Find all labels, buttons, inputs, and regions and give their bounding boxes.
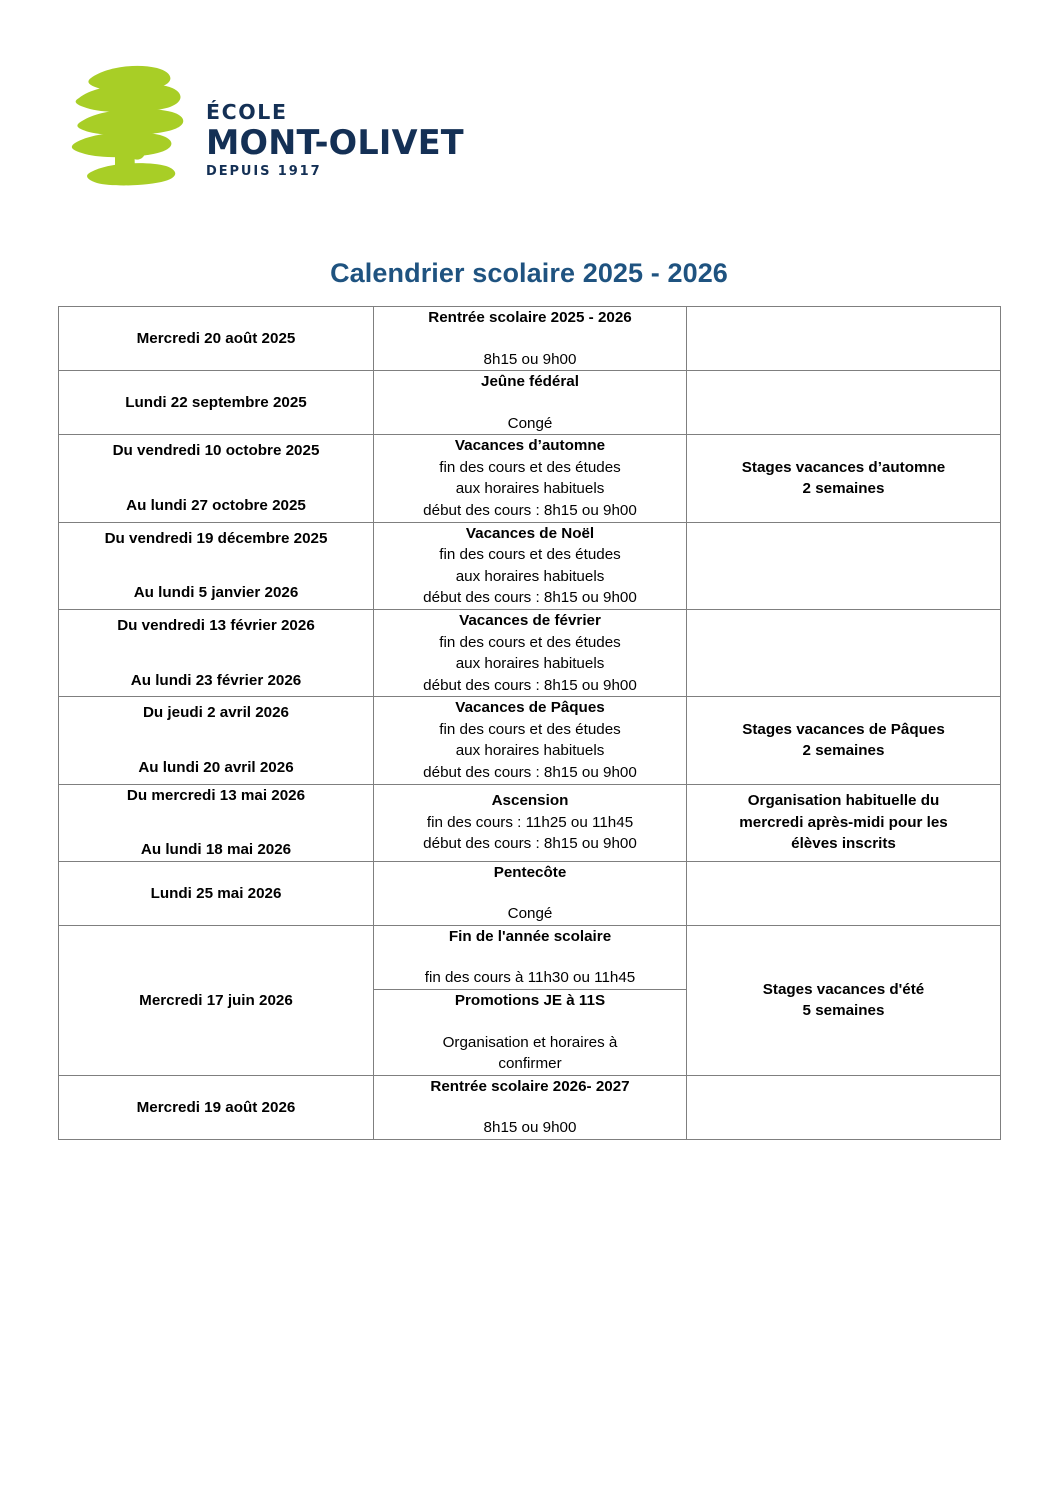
table-row	[59, 784, 1001, 861]
event-title: Vacances de Noël	[465, 524, 595, 542]
event-detail-line: 8h15 ou 9h00	[483, 350, 577, 368]
event-detail-line: début des cours : 8h15 ou 9h00	[423, 502, 637, 520]
event-title: Vacances de février	[459, 611, 601, 629]
date-cell	[59, 609, 374, 696]
date-line: Au lundi 18 mai 2026	[140, 841, 292, 859]
event-detail-line: fin des cours et des études	[439, 720, 621, 738]
page-title: Calendrier scolaire 2025 - 2026	[330, 258, 728, 288]
date-line: Mercredi 17 juin 2026	[139, 991, 293, 1009]
event-detail-line: aux horaires habituels	[455, 480, 605, 498]
event-detail-line: début des cours : 8h15 ou 9h00	[423, 835, 637, 853]
table-row	[59, 371, 1001, 435]
stage-line: Stages vacances de Pâques	[742, 720, 945, 738]
table-row	[59, 1075, 1001, 1139]
event-detail-line: 8h15 ou 9h00	[483, 1119, 577, 1137]
stage-cell	[687, 307, 1001, 371]
event-title: Rentrée scolaire 2025 - 2026	[428, 309, 632, 326]
table-row	[59, 861, 1001, 925]
event-detail-line: début des cours : 8h15 ou 9h00	[423, 676, 637, 694]
date-cell	[59, 522, 374, 609]
event-detail-line: fin des cours et des études	[439, 633, 621, 651]
june-sub-cell	[374, 990, 686, 1075]
info-gap	[374, 393, 686, 413]
date-line: Mercredi 20 août 2025	[136, 329, 296, 347]
june-subrow	[374, 926, 686, 990]
school-calendar-table	[58, 306, 1001, 1140]
date-line: Du mercredi 13 mai 2026	[126, 786, 306, 804]
event-cell	[374, 307, 687, 371]
table-row-june	[59, 925, 1001, 1075]
stage-line: Stages vacances d'été	[762, 980, 925, 998]
table-row	[59, 307, 1001, 371]
date-gap	[59, 637, 373, 670]
stage-line: 2 semaines	[802, 480, 885, 498]
stage-line: mercredi après-midi pour les	[739, 813, 948, 831]
info-gap	[374, 883, 686, 903]
logo-line-ecole: ÉCOLE	[206, 100, 288, 124]
event-cell-split	[374, 925, 687, 1075]
event-detail-line: aux horaires habituels	[455, 655, 605, 673]
event-detail-line: fin des cours à 11h30 ou 11h45	[424, 969, 636, 987]
event-title: Ascension	[491, 792, 569, 810]
date-line: Du vendredi 19 décembre 2025	[104, 529, 328, 547]
school-logo	[58, 50, 478, 205]
event-title: Promotions JE à 11S	[454, 992, 606, 1010]
date-gap	[59, 549, 373, 582]
event-detail-line: confirmer	[498, 1055, 562, 1073]
table-row	[59, 435, 1001, 522]
stage-line: 5 semaines	[802, 1002, 885, 1020]
info-gap	[374, 1012, 686, 1032]
event-title: Vacances de Pâques	[455, 699, 605, 717]
stage-cell	[687, 697, 1001, 784]
table-row	[59, 522, 1001, 609]
table-row	[59, 609, 1001, 696]
stage-cell	[687, 522, 1001, 609]
event-detail-line: fin des cours et des études	[439, 546, 621, 564]
table-row	[59, 697, 1001, 784]
date-line: Du vendredi 10 octobre 2025	[112, 442, 320, 460]
event-detail-line: Organisation et horaires à	[442, 1033, 618, 1051]
event-title: Vacances d’automne	[454, 437, 606, 455]
stage-cell	[687, 371, 1001, 435]
june-sub-cell	[374, 926, 686, 990]
date-line: Mercredi 19 août 2026	[136, 1098, 296, 1116]
info-gap	[374, 1097, 686, 1117]
date-gap	[59, 806, 373, 839]
date-cell	[59, 1075, 374, 1139]
stage-line: 2 semaines	[802, 742, 885, 760]
stage-cell	[687, 925, 1001, 1075]
event-detail-line: fin des cours : 11h25 ou 11h45	[426, 813, 634, 831]
event-detail-line: début des cours : 8h15 ou 9h00	[423, 763, 637, 781]
date-cell	[59, 925, 374, 1075]
date-line: Lundi 22 septembre 2025	[125, 393, 307, 411]
date-line: Au lundi 27 octobre 2025	[126, 496, 306, 514]
event-detail-line: Congé	[507, 414, 553, 432]
info-gap	[374, 329, 686, 349]
date-line: Au lundi 23 février 2026	[130, 671, 302, 689]
date-gap	[59, 462, 373, 495]
event-cell	[374, 371, 687, 435]
info-gap	[374, 947, 686, 967]
date-cell	[59, 861, 374, 925]
stage-cell	[687, 435, 1001, 522]
event-cell	[374, 522, 687, 609]
date-cell	[59, 697, 374, 784]
stage-line: élèves inscrits	[791, 835, 896, 853]
event-detail-line: début des cours : 8h15 ou 9h00	[423, 589, 637, 607]
event-cell	[374, 435, 687, 522]
logo-line-mont-olivet: MONT-OLIVET	[206, 122, 464, 162]
event-title: Jeûne fédéral	[481, 373, 579, 391]
event-title: Fin de l'année scolaire	[448, 927, 612, 945]
tree-brushstroke-icon	[62, 50, 192, 200]
stage-cell	[687, 1075, 1001, 1139]
event-title: Pentecôte	[493, 863, 567, 881]
date-line: Au lundi 5 janvier 2026	[133, 584, 299, 602]
event-cell	[374, 784, 687, 861]
event-detail-line: Congé	[507, 905, 553, 923]
stage-line: Organisation habituelle du	[747, 792, 940, 810]
date-line: Au lundi 20 avril 2026	[138, 758, 294, 776]
stage-cell	[687, 861, 1001, 925]
date-line: Lundi 25 mai 2026	[150, 884, 282, 902]
event-cell	[374, 697, 687, 784]
date-cell	[59, 784, 374, 861]
logo-line-depuis: DEPUIS 1917	[206, 163, 322, 179]
event-cell	[374, 861, 687, 925]
date-cell	[59, 307, 374, 371]
june-subrow	[374, 990, 686, 1075]
date-cell	[59, 435, 374, 522]
event-detail-line: aux horaires habituels	[455, 742, 605, 760]
date-gap	[59, 724, 373, 757]
june-sub-table	[374, 926, 686, 1075]
stage-cell	[687, 609, 1001, 696]
logo-wordmark	[206, 102, 486, 179]
date-cell	[59, 371, 374, 435]
event-detail-line: aux horaires habituels	[455, 567, 605, 585]
event-detail-line: fin des cours et des études	[439, 458, 621, 476]
date-line: Du vendredi 13 février 2026	[117, 617, 315, 635]
event-cell	[374, 1075, 687, 1139]
event-cell	[374, 609, 687, 696]
event-title: Rentrée scolaire 2026- 2027	[430, 1077, 630, 1095]
date-line: Du jeudi 2 avril 2026	[142, 704, 290, 722]
stage-cell	[687, 784, 1001, 861]
stage-line: Stages vacances d’automne	[741, 458, 946, 476]
